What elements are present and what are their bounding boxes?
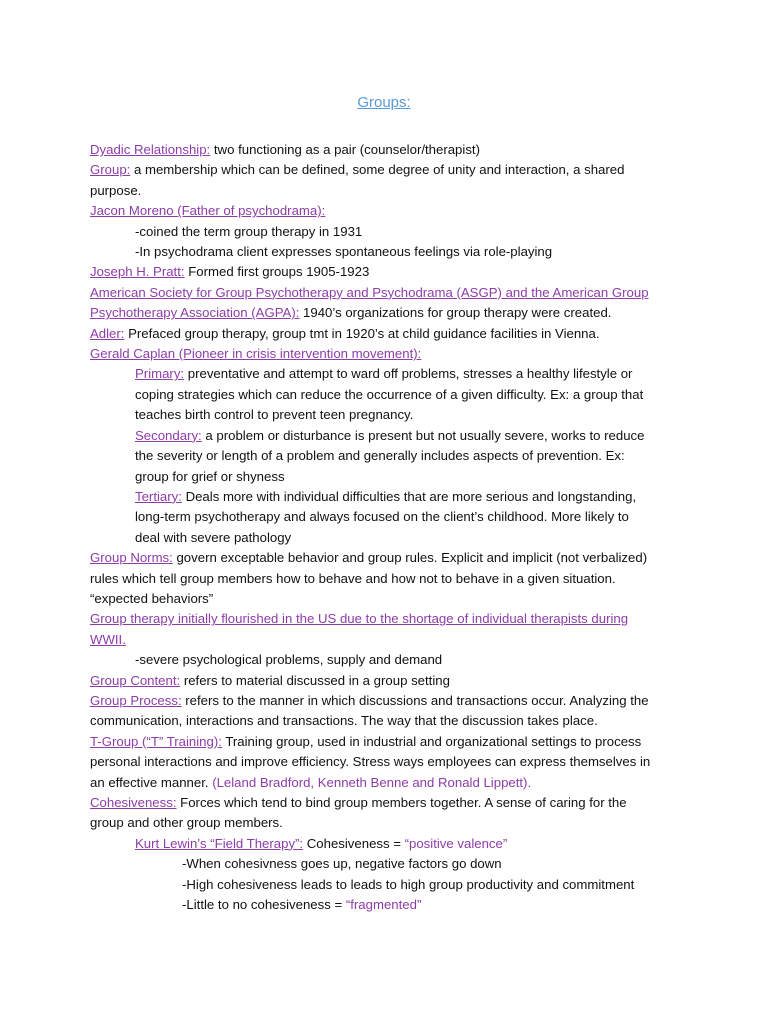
term-content: Group Content: <box>90 672 181 688</box>
entry-cohesiveness <box>90 793 678 813</box>
def-tertiary-line-3: deal with severe pathology <box>135 529 292 545</box>
def-secondary-line-2: the severity or length of a problem and generally includes aspects of prevention. Ex: <box>135 448 625 464</box>
lewin-bullet-2: -High cohesiveness leads to leads to high group productivity and commitment <box>182 876 635 892</box>
entry-norms <box>90 548 678 568</box>
def-cohesiveness-line-1: Forces which tend to bind group members together. A sense of caring for the <box>176 795 627 810</box>
def-group-line-2: purpose. <box>90 182 142 198</box>
def-tgroup-line-3-text: an effective manner. <box>90 774 213 790</box>
term-wwii-line-2: WWII. <box>90 631 126 647</box>
entry-primary <box>90 364 678 384</box>
term-process: Group Process: <box>90 692 182 708</box>
entry-pratt <box>90 262 678 282</box>
def-norms-line-2: rules which tell group members how to behave and how not to behave in a given situation. <box>90 570 616 586</box>
notes-body <box>90 140 678 915</box>
def-tertiary-line-1: Deals more with individual difficulties that are more serious and longstanding, <box>181 488 637 504</box>
lewin-valence: “positive valence” <box>404 835 508 851</box>
entry-secondary <box>90 426 678 446</box>
term-dyadic: Dyadic Relationship: <box>90 142 211 157</box>
def-lewin: Cohesiveness = <box>303 835 405 851</box>
def-primary-line-2: coping strategies which can reduce the occurrence of a given difficulty. Ex: a group that <box>135 386 644 402</box>
term-group: Group: <box>90 162 131 178</box>
def-asgp: 1940’s organizations for group therapy were created. <box>299 305 612 321</box>
entry-moreno <box>90 201 678 221</box>
def-process-line-1: refers to the manner in which discussions and transactions occur. Analyzing the <box>181 692 649 708</box>
lewin-bullet-3: -Little to no cohesiveness = <box>182 897 346 913</box>
term-pratt: Joseph H. Pratt: <box>90 264 185 280</box>
def-process-line-2: communication, interactions and transactions. The way that the discussion takes place. <box>90 713 598 729</box>
def-cohesiveness-line-2: group and other group members. <box>90 815 283 831</box>
moreno-bullet-2: -In psychodrama client expresses spontaneous feelings via role-playing <box>135 244 553 260</box>
def-secondary-line-3: group for grief or shyness <box>135 468 285 484</box>
entry-asgp-line-2 <box>90 303 678 323</box>
def-secondary-line-1: a problem or disturbance is present but not usually severe, works to reduce <box>201 427 645 443</box>
lewin-fragmented: “fragmented” <box>345 897 422 913</box>
entry-caplan <box>90 344 678 364</box>
def-tgroup-line-2: personal interactions and improve efficiency. Stress ways employees can express themselves in <box>90 754 651 770</box>
entry-wwii-line-1 <box>90 609 678 629</box>
entry-tertiary <box>90 487 678 507</box>
entry-content <box>90 671 678 691</box>
def-primary-line-3: teaches birth control to prevent teen pregnancy. <box>135 407 414 423</box>
term-tertiary: Tertiary: <box>135 488 182 504</box>
lewin-bullet-3-row <box>90 895 678 915</box>
tgroup-names: (Leland Bradford, Kenneth Benne and Ronald Lippett). <box>212 774 532 790</box>
lewin-bullet-1: -When cohesivness goes up, negative factors go down <box>182 856 502 872</box>
entry-process <box>90 691 678 711</box>
def-content: refers to material discussed in a group setting <box>180 672 450 688</box>
def-pratt: Formed first groups 1905-1923 <box>184 264 370 280</box>
term-moreno: Jacon Moreno (Father of psychodrama): <box>90 203 326 219</box>
def-norms-line-3: “expected behaviors” <box>90 590 214 606</box>
term-tgroup: T-Group (“T” Training): <box>90 733 222 749</box>
term-lewin: Kurt Lewin’s “Field Therapy”: <box>135 835 304 851</box>
wwii-bullet: -severe psychological problems, supply and demand <box>135 652 443 668</box>
page-title: Groups: <box>357 94 411 111</box>
def-primary-line-1: preventative and attempt to ward off problems, stresses a healthy lifestyle or <box>184 366 633 382</box>
entry-dyadic <box>90 140 678 160</box>
entry-group <box>90 160 678 180</box>
term-primary: Primary: <box>135 366 185 382</box>
def-norms-line-1: govern exceptable behavior and group rules. Explicit and implicit (not verbalized) <box>172 550 648 566</box>
def-dyadic: two functioning as a pair (counselor/therapist) <box>210 142 480 157</box>
entry-asgp-line-1 <box>90 283 678 303</box>
term-asgp-line-1: American Society for Group Psychotherapy and Psychodrama (ASGP) and the American Group <box>90 284 649 300</box>
term-wwii-line-1: Group therapy initially flourished in the US due to the shortage of individual therapists during <box>90 611 629 627</box>
def-group-line-1: a membership which can be defined, some degree of unity and interaction, a shared <box>130 162 625 178</box>
entry-lewin <box>90 834 678 854</box>
def-adler: Prefaced group therapy, group tmt in 1920’s at child guidance facilities in Vienna. <box>124 325 600 341</box>
term-cohesiveness: Cohesiveness: <box>90 795 177 810</box>
def-tertiary-line-2: long-term psychotherapy and always focused on the client’s childhood. More likely to <box>135 509 629 525</box>
entry-adler <box>90 324 678 344</box>
def-tgroup-line-3 <box>90 773 678 793</box>
entry-tgroup <box>90 732 678 752</box>
def-tgroup-line-1: Training group, used in industrial and organizational settings to process <box>221 733 642 749</box>
moreno-bullet-1: -coined the term group therapy in 1931 <box>135 223 363 239</box>
term-adler: Adler: <box>90 325 125 341</box>
term-secondary: Secondary: <box>135 427 202 443</box>
term-asgp-line-2: Psychotherapy Association (AGPA): <box>90 305 300 321</box>
term-norms: Group Norms: <box>90 550 173 566</box>
term-caplan: Gerald Caplan (Pioneer in crisis intervention movement): <box>90 346 422 362</box>
entry-wwii-line-2 <box>90 630 678 650</box>
